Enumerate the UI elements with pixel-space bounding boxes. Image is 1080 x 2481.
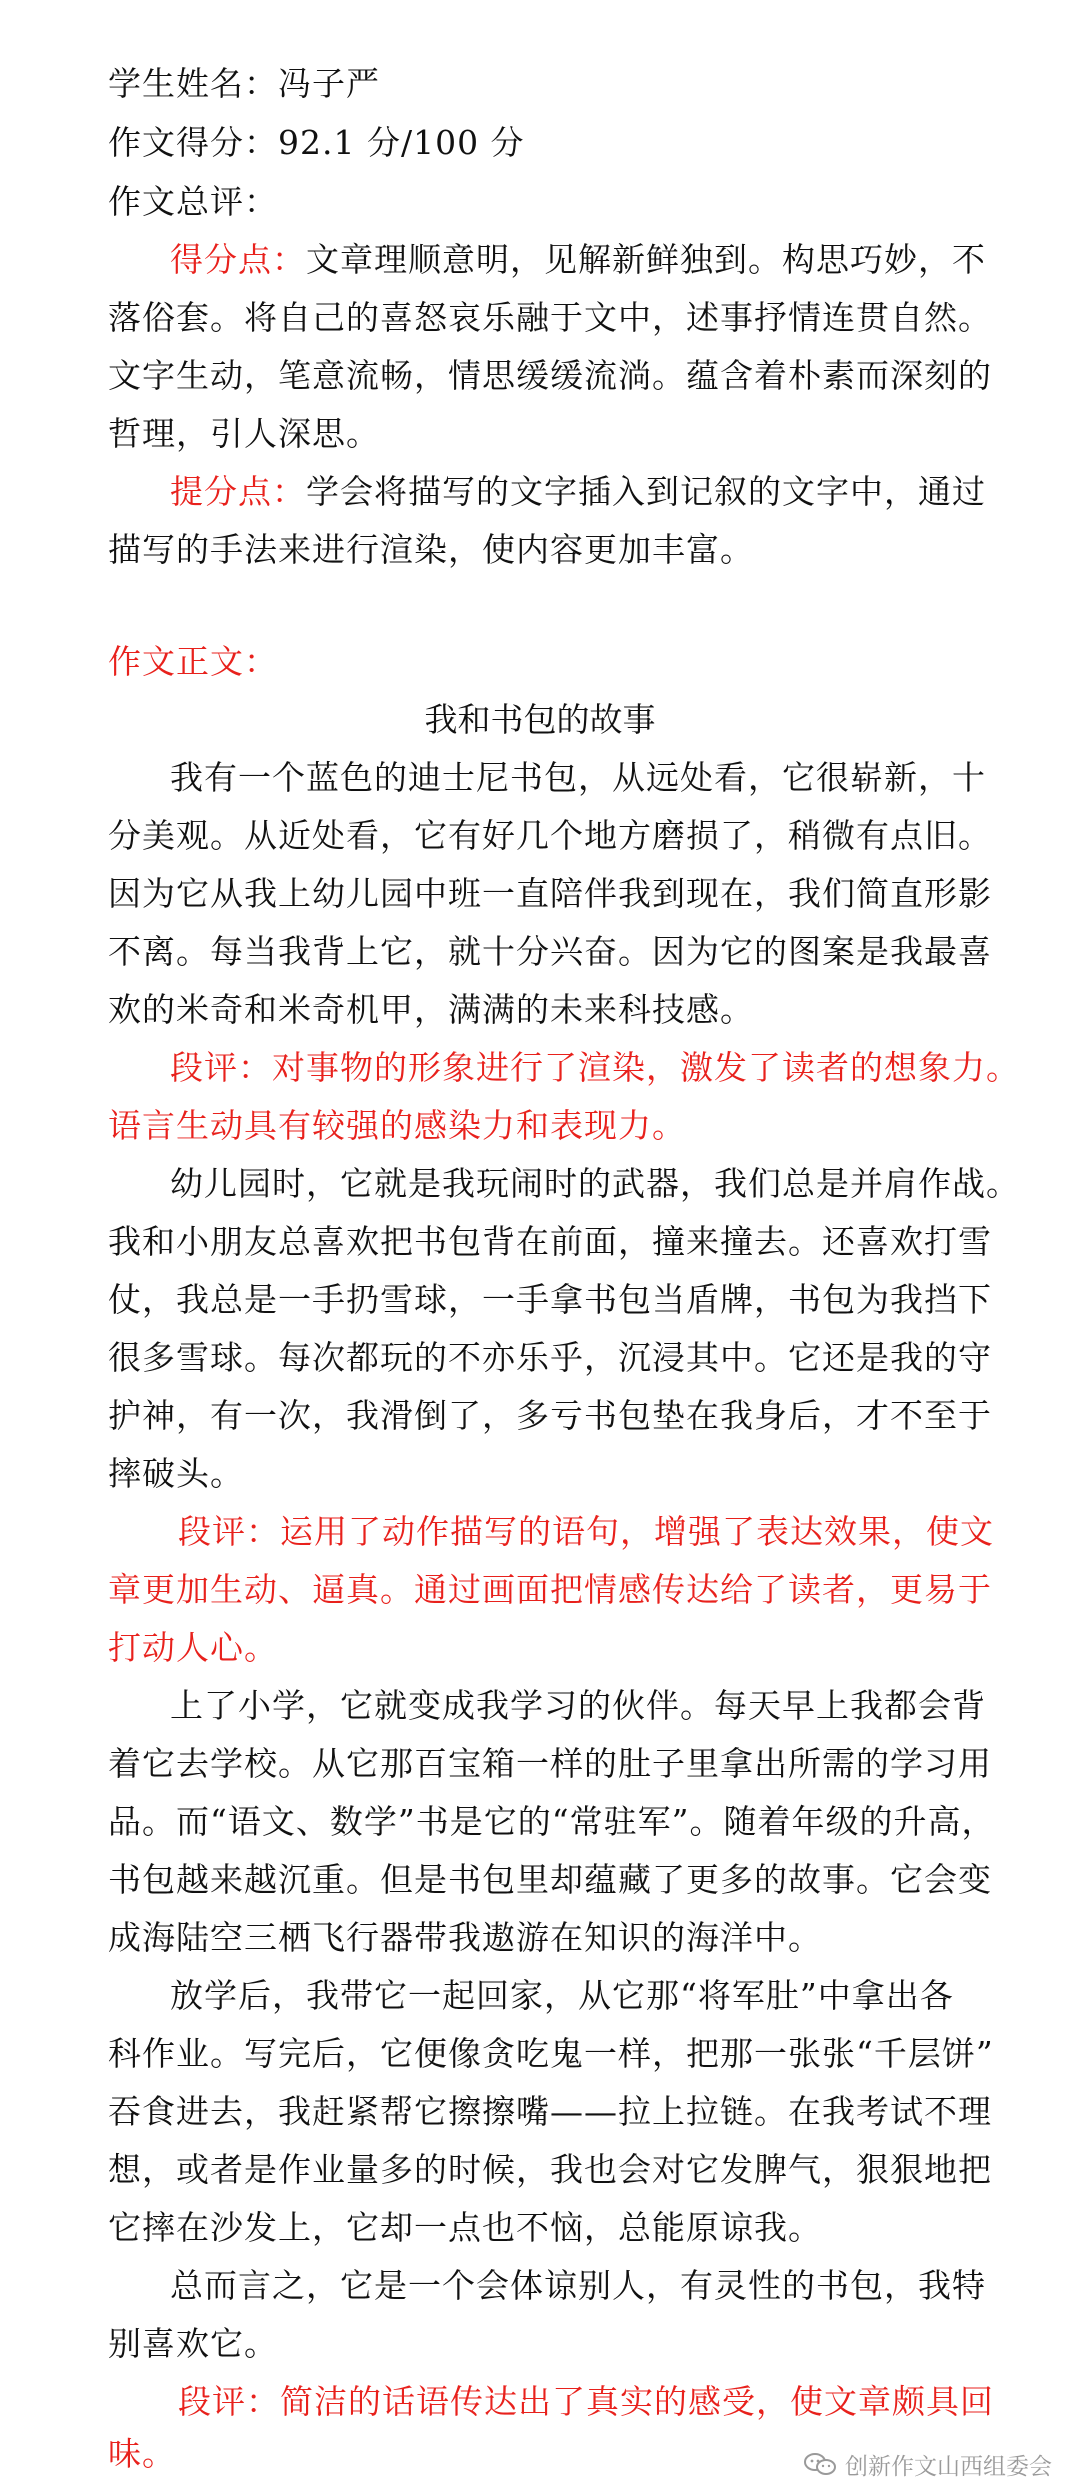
- essay-section-label: 作文正文：: [108, 642, 278, 681]
- strengths-label: 得分点：: [170, 240, 306, 279]
- para2-line-3: 仗，我总是一手扔雪球，一手拿书包当盾牌，书包为我挡下: [108, 1280, 992, 1319]
- para3-line-5: 成海陆空三栖飞行器带我遨游在知识的海洋中。: [108, 1918, 822, 1957]
- para3-line-3: 品。而“语文、数学”书是它的“常驻军”。随着年级的升高，: [108, 1802, 996, 1841]
- para2-line-6: 摔破头。: [108, 1454, 244, 1493]
- comment1-line-2: 语言生动具有较强的感染力和表现力。: [108, 1106, 686, 1145]
- strengths-line-1: [170, 240, 986, 280]
- para2-line-4: 很多雪球。每次都玩的不亦乐乎，沉浸其中。它还是我的守: [108, 1338, 992, 1377]
- essay-score: 作文得分：92.1 分/100 分: [108, 123, 525, 162]
- para2-line-1: 幼儿园时，它就是我玩闹时的武器，我们总是并肩作战。: [170, 1164, 1020, 1203]
- strengths-line-4: 哲理，引人深思。: [108, 414, 380, 453]
- para4-line-1: 放学后，我带它一起回家，从它那“将军肚”中拿出各: [170, 1976, 954, 2015]
- comment1-line-1: 段评：对事物的形象进行了渲染，激发了读者的想象力。: [170, 1048, 1020, 1087]
- essay-title: 我和书包的故事: [424, 700, 656, 739]
- improve-label: 提分点：: [170, 472, 306, 511]
- para1-line-1: 我有一个蓝色的迪士尼书包，从远处看，它很崭新，十: [170, 758, 986, 797]
- strengths-text-1: 文章理顺意明，见解新鲜独到。构思巧妙，不: [306, 240, 986, 279]
- review-heading: 作文总评：: [108, 182, 278, 221]
- para4-line-5: 它摔在沙发上，它却一点也不恼，总能原谅我。: [108, 2208, 822, 2247]
- para2-line-2: 我和小朋友总喜欢把书包背在前面，撞来撞去。还喜欢打雪: [108, 1222, 992, 1261]
- para1-line-5: 欢的米奇和米奇机甲，满满的未来科技感。: [108, 990, 754, 1029]
- para2-line-5: 护神，有一次，我滑倒了，多亏书包垫在我身后，才不至于: [108, 1396, 992, 1435]
- comment3-line-1: 段评：简洁的话语传达出了真实的感受，使文章颇具回: [178, 2382, 994, 2421]
- para1-line-3: 因为它从我上幼儿园中班一直陪伴我到现在，我们简直形影: [108, 874, 992, 913]
- para3-line-1: 上了小学，它就变成我学习的伙伴。每天早上我都会背: [170, 1686, 986, 1725]
- improve-text-1: 学会将描写的文字插入到记叙的文字中，通过: [306, 472, 986, 511]
- comment2-line-2: 章更加生动、逼真。通过画面把情感传达给了读者，更易于: [108, 1570, 992, 1609]
- comment2-line-3: 打动人心。: [108, 1628, 278, 1667]
- para4-line-2: 科作业。写完后，它便像贪吃鬼一样，把那一张张“千层饼”: [108, 2034, 994, 2073]
- strengths-line-3: 文字生动，笔意流畅，情思缓缓流淌。蕴含着朴素而深刻的: [108, 356, 992, 395]
- para4-line-4: 想，或者是作业量多的时候，我也会对它发脾气，狠狠地把: [108, 2150, 992, 2189]
- para1-line-4: 不离。每当我背上它，就十分兴奋。因为它的图案是我最喜: [108, 932, 992, 971]
- improve-line-2: 描写的手法来进行渲染，使内容更加丰富。: [108, 530, 754, 569]
- comment3-line-2: 味。: [108, 2434, 176, 2473]
- strengths-line-2: 落俗套。将自己的喜怒哀乐融于文中，述事抒情连贯自然。: [108, 298, 992, 337]
- para1-line-2: 分美观。从近处看，它有好几个地方磨损了，稍微有点旧。: [108, 816, 992, 855]
- para3-line-4: 书包越来越沉重。但是书包里却蕴藏了更多的故事。它会变: [108, 1860, 992, 1899]
- comment2-line-1: 段评：运用了动作描写的语句，增强了表达效果，使文: [178, 1512, 994, 1551]
- para5-line-1: 总而言之，它是一个会体谅别人，有灵性的书包，我特: [170, 2266, 986, 2305]
- watermark-text: 创新作文山西组委会: [845, 2453, 1052, 2480]
- para5-line-2: 别喜欢它。: [108, 2324, 278, 2363]
- para4-line-3: 吞食进去，我赶紧帮它擦擦嘴——拉上拉链。在我考试不理: [108, 2092, 992, 2131]
- watermark: [803, 2448, 1052, 2480]
- para3-line-2: 着它去学校。从它那百宝箱一样的肚子里拿出所需的学习用: [108, 1744, 992, 1783]
- wechat-icon: [803, 2452, 837, 2476]
- student-name: 学生姓名：冯子严: [108, 64, 380, 103]
- improve-line-1: [170, 472, 986, 512]
